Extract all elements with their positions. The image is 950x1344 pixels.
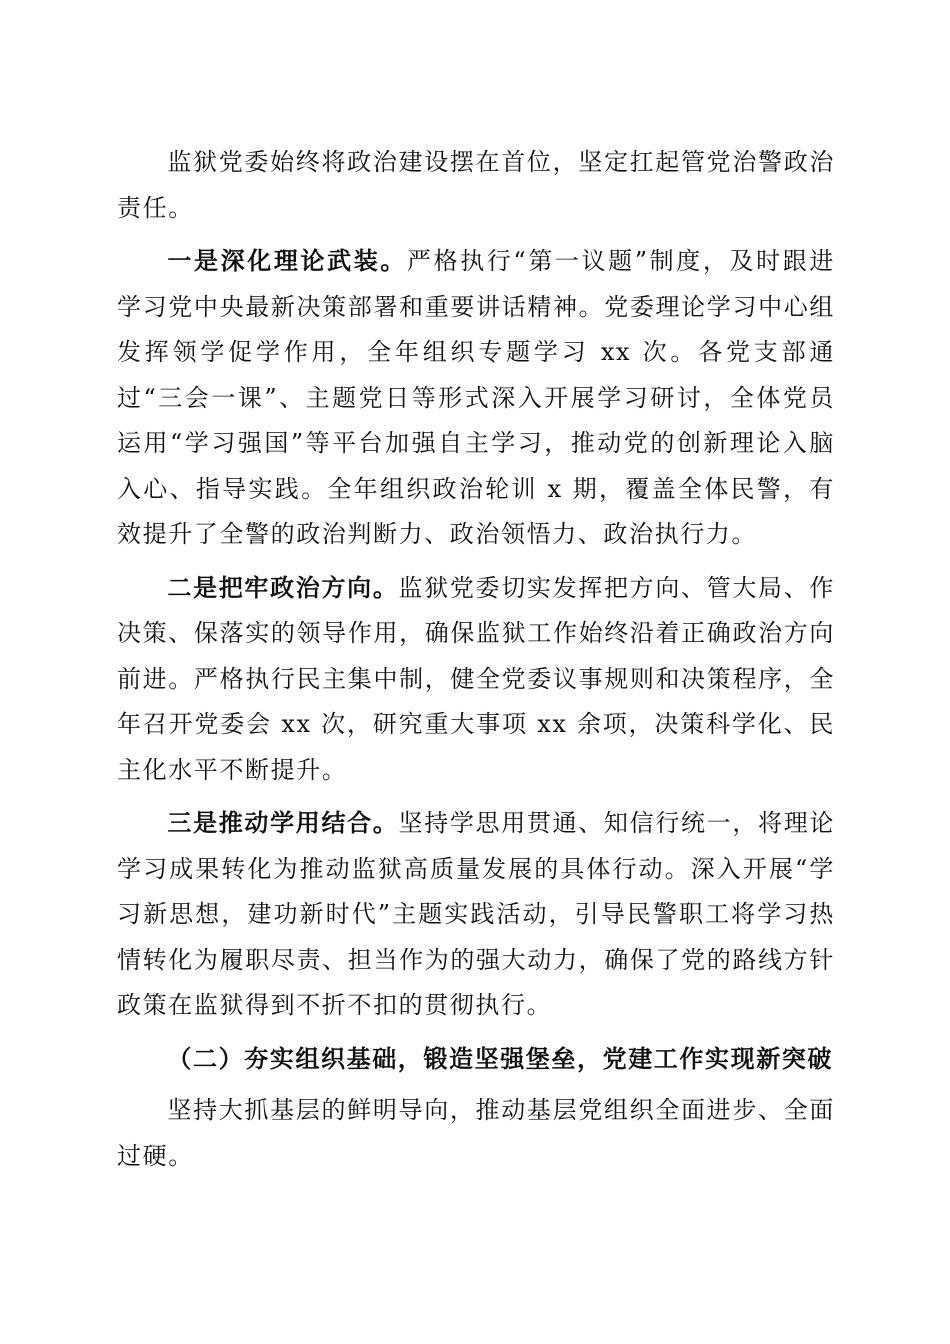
intro-paragraph bbox=[117, 140, 835, 231]
point-two-lead: 二是把牢政治方向。 bbox=[167, 572, 399, 602]
point-two-paragraph bbox=[117, 565, 835, 794]
point-one-lead: 一是深化理论武装。 bbox=[167, 246, 407, 275]
paragraph-text: 严格执行“第一议题”制度，及时跟进学习党中央最新决策部署和重要讲话精神。党委理论学习中心组发挥领学促学作用，全年组织专题学习 xx 次。各党支部通过“三会一课”、主题党日等形式深入开展学习研讨，全体党员运用“学习强国”等平台加强自主学习，推动党的创新理论入脑入心、指导实践。全年组织政治轮训 x 期，覆盖全体民警，有效提升了全警的政治判断力、政治领悟力、政治执行力。 bbox=[117, 247, 835, 548]
point-one-paragraph bbox=[117, 238, 835, 558]
point-three-paragraph bbox=[117, 800, 835, 1029]
section-heading: （二）夯实组织基础，锻造坚强堡垒，党建工作实现新突破 bbox=[167, 1043, 833, 1073]
paragraph-text: 坚持学思用贯通、知信行统一，将理论学习成果转化为推动监狱高质量发展的具体行动。深入开展“学习新思想，建功新时代”主题实践活动，引导民警职工将学习热情转化为履职尽责、担当作为的强大动力，确保了党的路线方针政策在监狱得到不折不扣的贯彻执行。 bbox=[117, 809, 835, 1019]
document-body bbox=[117, 140, 835, 1186]
closing-paragraph: 坚持大抓基层的鲜明导向，推动基层党组织全面进步、全面过硬。 bbox=[117, 1096, 835, 1170]
paragraph-text: 监狱党委切实发挥把方向、管大局、作决策、保落实的领导作用，确保监狱工作始终沿着正确政治方向前进。严格执行民主集中制，健全党委议事规则和决策程序，全年召开党委会 xx 次，研究重大事项 xx 余项，决策科学化、民主化水平不断提升。 bbox=[117, 573, 835, 784]
paragraph-text: 监狱党委始终将政治建设摆在首位，坚定扛起管党治警政治责任。 bbox=[117, 148, 835, 222]
point-three-lead: 三是推动学用结合。 bbox=[167, 808, 399, 837]
